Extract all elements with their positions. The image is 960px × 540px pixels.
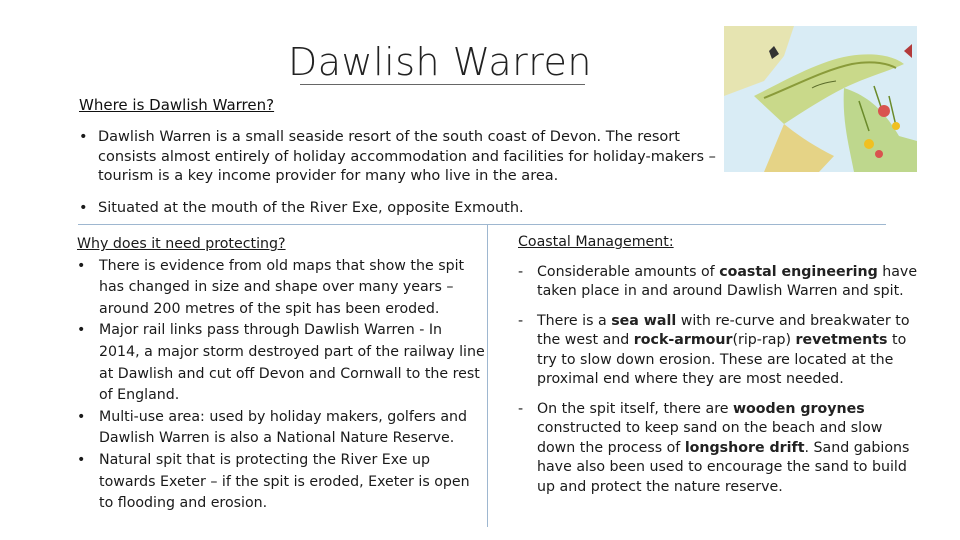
bullet-text: There is evidence from old maps that show the spit has changed in size and shape over many years – around 200 metres of the spit has been eroded. [99, 257, 465, 317]
coastal-item [518, 400, 923, 498]
bullet-text: Situated at the mouth of the River Exe, opposite Exmouth. [98, 199, 524, 216]
location-bullets [79, 128, 719, 230]
protection-section [77, 234, 485, 515]
protection-bullet [77, 450, 485, 515]
text-run: There is a [537, 312, 612, 329]
coastal-management-heading: Coastal Management: [518, 234, 674, 250]
protection-bullet [77, 256, 485, 321]
dash-marker: - [518, 400, 524, 417]
protection-bullet [77, 407, 485, 450]
bullet-marker: • [77, 408, 86, 425]
protection-heading: Why does it need protecting? [77, 236, 286, 252]
bullet-marker: • [77, 322, 86, 339]
text-run: have taken place in and around Dawlish Warren and spit. [537, 263, 918, 299]
coastal-item [518, 263, 923, 302]
bullet-marker: • [77, 451, 86, 468]
text-run: constructed to keep sand on the beach and slow down the process of [537, 420, 883, 456]
bullet-text: Dawlish Warren is a small seaside resort of the south coast of Devon. The resort consists almost entirely of holiday accommodation and facilities for holiday-makers – tourism is a key income provider for many who live in the area. [98, 129, 716, 184]
text-run: (rip-rap) [732, 332, 796, 348]
location-heading: Where is Dawlish Warren? [79, 96, 275, 114]
dash-marker: - [518, 263, 524, 280]
dash-marker: - [518, 312, 524, 329]
text-run: Considerable amounts of [537, 263, 720, 280]
coastal-management-section [518, 233, 923, 507]
bullet-text: Multi-use area: used by holiday makers, golfers and Dawlish Warren is also a National Nature Reserve. [99, 408, 468, 447]
bullet-marker: • [79, 199, 88, 216]
keyword: revetments [795, 332, 888, 348]
bullet-text: Major rail links pass through Dawlish Warren - In 2014, a major storm destroyed part of the railway line at Dawlish and cut off Devon and Cornwall to the rest of England. [99, 322, 485, 404]
keyword: coastal engineering [719, 263, 878, 280]
section-divider [78, 224, 886, 225]
text-run: to try to slow down erosion. These are located at the proximal end where they are most needed. [537, 332, 907, 387]
location-bullet [79, 199, 719, 219]
text-run: On the spit itself, there are [537, 400, 733, 417]
keyword: rock-armour [633, 332, 733, 348]
bullet-text: Natural spit that is protecting the River Exe up towards Exeter – if the spit is eroded, Exeter is open to flooding and erosion. [99, 451, 470, 512]
bullet-marker: • [77, 257, 86, 274]
title-underline [300, 84, 585, 85]
keyword: wooden groynes [732, 400, 865, 417]
bullet-marker: • [79, 129, 88, 145]
protection-bullet [77, 320, 485, 406]
text-run: . Sand gabions have also been used to encourage the sand to build up and protect the nature reserve. [537, 439, 910, 495]
column-divider [487, 224, 488, 527]
text-run: with re-curve and breakwater to the west and [537, 312, 910, 348]
coastal-item [518, 312, 923, 390]
page-title: Dawlish Warren [287, 40, 592, 84]
dawlish-warren-map-illustration [724, 26, 917, 172]
keyword: longshore drift [684, 439, 805, 456]
keyword: sea wall [611, 312, 677, 329]
location-bullet [79, 128, 719, 187]
